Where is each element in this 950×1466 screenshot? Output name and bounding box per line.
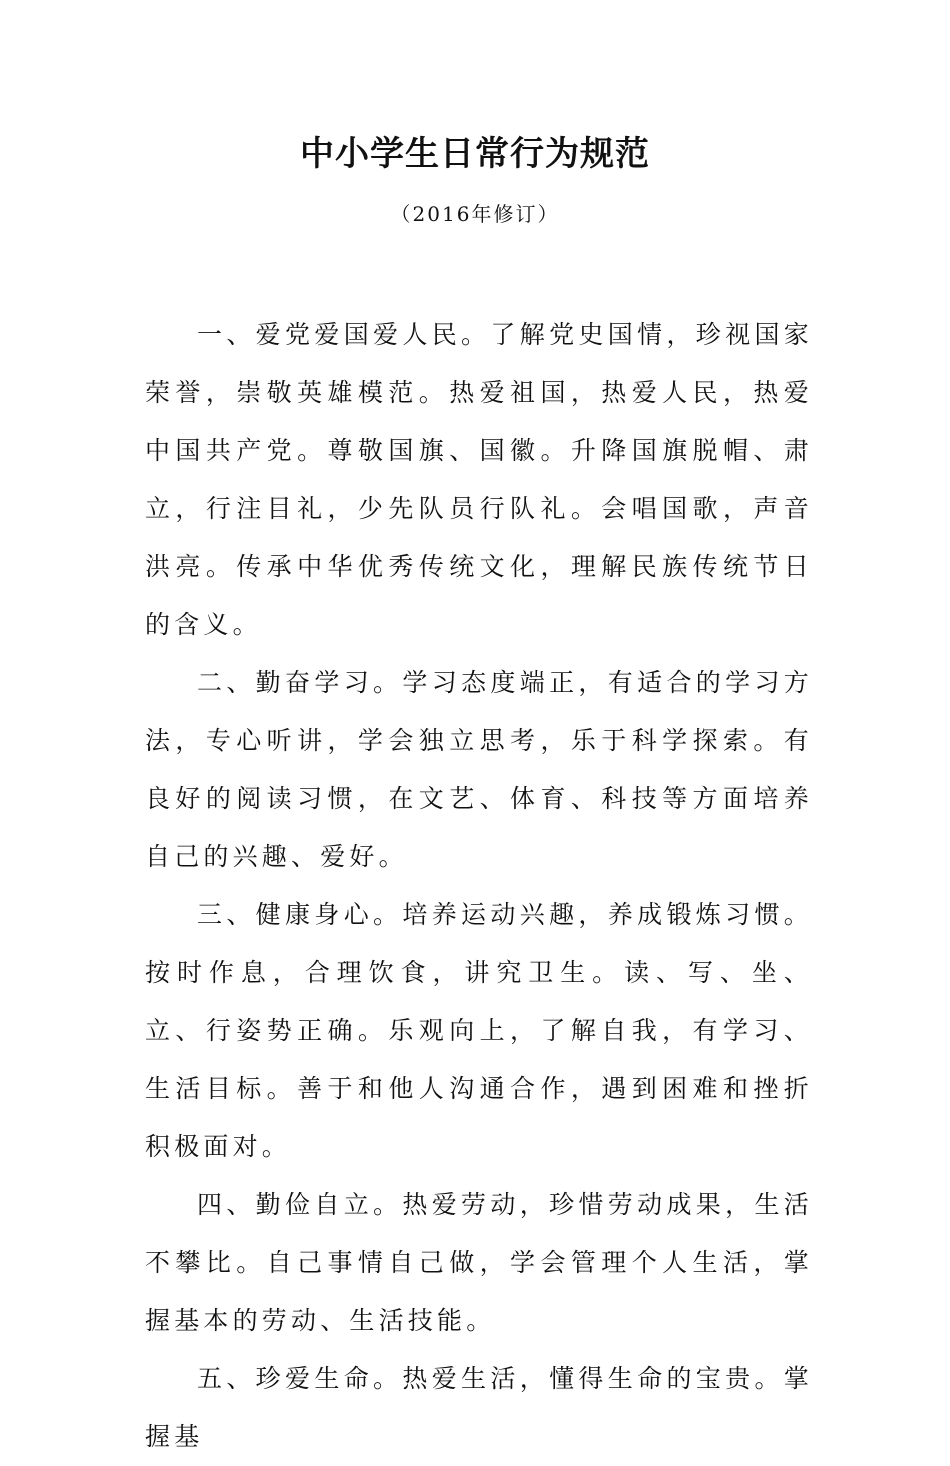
document-body [145,306,813,1466]
document-title: 中小学生日常行为规范 [300,134,650,174]
paragraph-1: 一、爱党爱国爱人民。了解党史国情，珍视国家荣誉，崇敬英雄模范。热爱祖国，热爱人民，热爱中国共产党。尊敬国旗、国徽。升降国旗脱帽、肃立，行注目礼，少先队员行队礼。会唱国歌，声音洪亮。传承中华优秀传统文化，理解民族传统节日的含义。 [145,320,813,639]
paragraph-2: 二、勤奋学习。学习态度端正，有适合的学习方法，专心听讲，学会独立思考，乐于科学探索。有良好的阅读习惯，在文艺、体育、科技等方面培养自己的兴趣、爱好。 [145,668,813,871]
paragraph-5: 五、珍爱生命。热爱生活，懂得生命的宝贵。掌握基 [145,1364,813,1451]
document-subtitle: （2016年修订） [390,202,560,226]
paragraph-3: 三、健康身心。培养运动兴趣，养成锻炼习惯。按时作息，合理饮食，讲究卫生。读、写、坐、立、行姿势正确。乐观向上，了解自我，有学习、生活目标。善于和他人沟通合作，遇到困难和挫折积极面对。 [145,900,813,1161]
paragraph-4: 四、勤俭自立。热爱劳动，珍惜劳动成果，生活不攀比。自己事情自己做，学会管理个人生活，掌握基本的劳动、生活技能。 [145,1190,813,1335]
